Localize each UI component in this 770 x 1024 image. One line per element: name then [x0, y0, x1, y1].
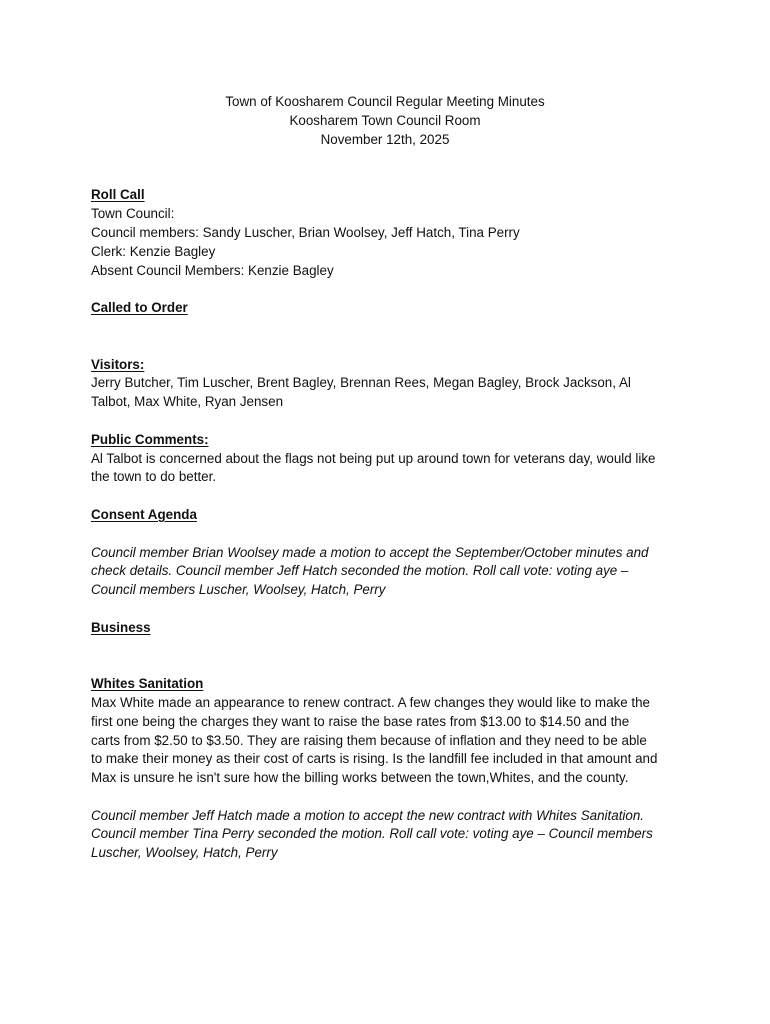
- consent-agenda-heading: Consent Agenda: [91, 506, 197, 522]
- whites-sanitation-section: [91, 675, 691, 863]
- business-section: [91, 619, 691, 638]
- consent-motion-line-3: Council members Luscher, Woolsey, Hatch, Perry: [91, 582, 386, 598]
- meeting-date: November 12th, 2025: [320, 131, 450, 147]
- visitors-line-2: Talbot, Max White, Ryan Jensen: [91, 394, 284, 410]
- town-council-label: Town Council:: [91, 206, 175, 222]
- document-page: [91, 93, 691, 863]
- consent-motion-line-2: check details. Council member Jeff Hatch seconded the motion. Roll call vote: voting aye –: [91, 563, 629, 579]
- whites-motion-line-3: Luscher, Woolsey, Hatch, Perry: [91, 845, 278, 861]
- whites-sanitation-heading: Whites Sanitation: [91, 676, 204, 692]
- absent-members-line: Absent Council Members: Kenzie Bagley: [91, 262, 334, 278]
- public-comments-line-2: the town to do better.: [91, 469, 217, 485]
- whites-sanitation-line-2: first one being the charges they want to raise the base rates from $13.00 to $14.50 and the: [91, 713, 630, 729]
- meeting-location: Koosharem Town Council Room: [289, 112, 481, 128]
- consent-motion-line-1: Council member Brian Woolsey made a motion to accept the September/October minutes and: [91, 544, 649, 560]
- business-heading: Business: [91, 619, 151, 635]
- whites-sanitation-line-4: to make their money as their cost of carts is rising. Is the landfill fee included in that amount and: [91, 751, 658, 767]
- roll-call-heading: Roll Call: [91, 187, 145, 203]
- council-members-list: Council members: Sandy Luscher, Brian Woolsey, Jeff Hatch, Tina Perry: [91, 224, 520, 240]
- called-to-order-heading: Called to Order: [91, 300, 188, 316]
- clerk-line: Clerk: Kenzie Bagley: [91, 243, 216, 259]
- whites-motion-line-2: Council member Tina Perry seconded the motion. Roll call vote: voting aye – Council members: [91, 826, 653, 842]
- visitors-section: [91, 356, 691, 412]
- whites-sanitation-line-5: Max is unsure he isn't sure how the billing works between the town,Whites, and the county.: [91, 770, 629, 786]
- called-to-order-section: [91, 299, 691, 318]
- whites-sanitation-line-1: Max White made an appearance to renew contract. A few changes they would like to make the: [91, 694, 650, 710]
- document-header: [0, 93, 770, 149]
- consent-agenda-section: [91, 506, 691, 600]
- public-comments-section: [91, 431, 691, 487]
- public-comments-heading: Public Comments:: [91, 431, 209, 447]
- whites-motion-line-1: Council member Jeff Hatch made a motion to accept the new contract with Whites Sanitation.: [91, 807, 644, 823]
- whites-sanitation-line-3: carts from $2.50 to $3.50. They are raising them because of inflation and they need to be able: [91, 732, 647, 748]
- public-comments-line-1: Al Talbot is concerned about the flags not being put up around town for veterans day, would like: [91, 450, 656, 466]
- roll-call-section: [91, 186, 691, 280]
- document-title: Town of Koosharem Council Regular Meeting Minutes: [225, 94, 545, 109]
- visitors-line-1: Jerry Butcher, Tim Luscher, Brent Bagley, Brennan Rees, Megan Bagley, Brock Jackson, Al: [91, 375, 631, 391]
- visitors-heading: Visitors:: [91, 356, 145, 372]
